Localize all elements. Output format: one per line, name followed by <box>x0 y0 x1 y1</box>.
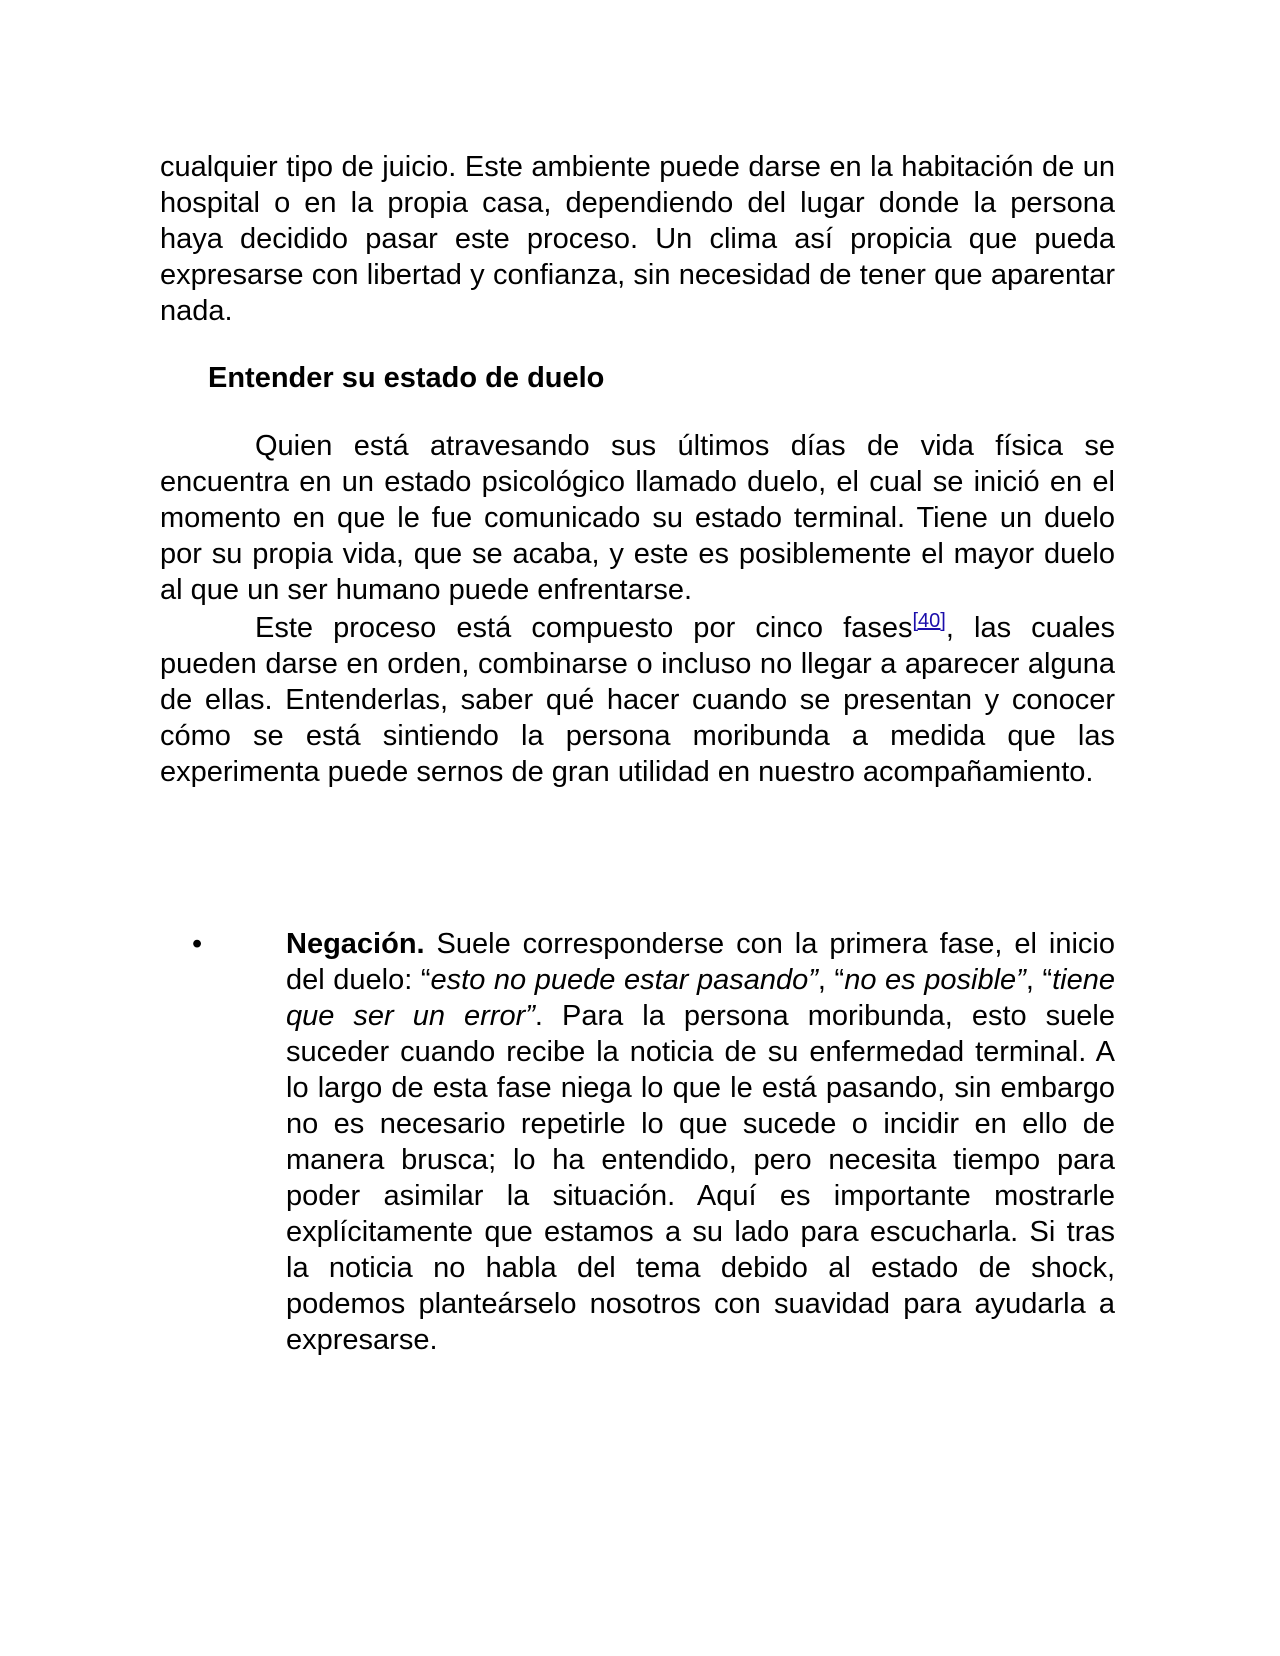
list-item-text <box>286 926 1115 1358</box>
quote-2: no es posible” <box>844 964 1026 996</box>
quote-1: esto no puede estar pasando” <box>430 964 818 996</box>
bullet-icon: • <box>192 928 203 960</box>
quote-3: tiene que ser un error” <box>286 964 1115 1032</box>
list-item-text-part: , “ <box>1025 964 1053 996</box>
footnote-link-40[interactable]: [40] <box>912 610 946 632</box>
list-item-term: Negación. <box>286 928 425 960</box>
paragraph-fases-end: , las cuales pueden darse en orden, combinarse o incluso no llegar a aparecer alguna de ellas. Entenderlas, saber qué hacer cuando se presentan y conocer cómo se está sintiendo la persona moribunda a medida que las experimenta puede sernos de gran utilidad en nuestro acompañamiento. <box>160 612 1116 788</box>
list-item-text-part: , “ <box>817 964 845 996</box>
paragraph-duelo: Quien está atravesando sus últimos días de vida física se encuentra en un estado psicológico llamado duelo, el cual se inició en el momento en que le fue comunicado su estado terminal. Tiene un duelo por su propia vida, que se acaba, y este es posiblemente el mayor duelo al que un ser humano puede enfrentarse. <box>160 430 1115 606</box>
paragraph-fases-start: Este proceso está compuesto por cinco fases <box>255 612 913 644</box>
paragraph-fases <box>160 610 1115 790</box>
paragraph-intro: cualquier tipo de juicio. Este ambiente puede darse en la habitación de un hospital o en la propia casa, dependiendo del lugar donde la persona haya decidido pasar este proceso. Un clima así propicia que pueda expresarse con libertad y confianza, sin necesidad de tener que aparentar nada. <box>160 151 1115 327</box>
section-heading: Entender su estado de duelo <box>208 362 605 394</box>
list-item-text-part: . Para la persona moribunda, esto suele suceder cuando recibe la noticia de su enfermedad terminal. A lo largo de esta fase niega lo que le está pasando, sin embargo no es necesario repetirle lo que sucede o incidir en ello de manera brusca; lo ha entendido, pero necesita tiempo para poder asimilar la situación. Aquí es importante mostrarle explícitamente que estamos a su lado para escucharla. Si tras la noticia no habla del tema debido al estado de shock, podemos planteárselo nosotros con suavidad para ayudarla a expresarse. <box>286 1000 1115 1356</box>
list-item-text-part: Suele corresponderse con la primera fase, el inicio del duelo: “ <box>286 928 1115 996</box>
